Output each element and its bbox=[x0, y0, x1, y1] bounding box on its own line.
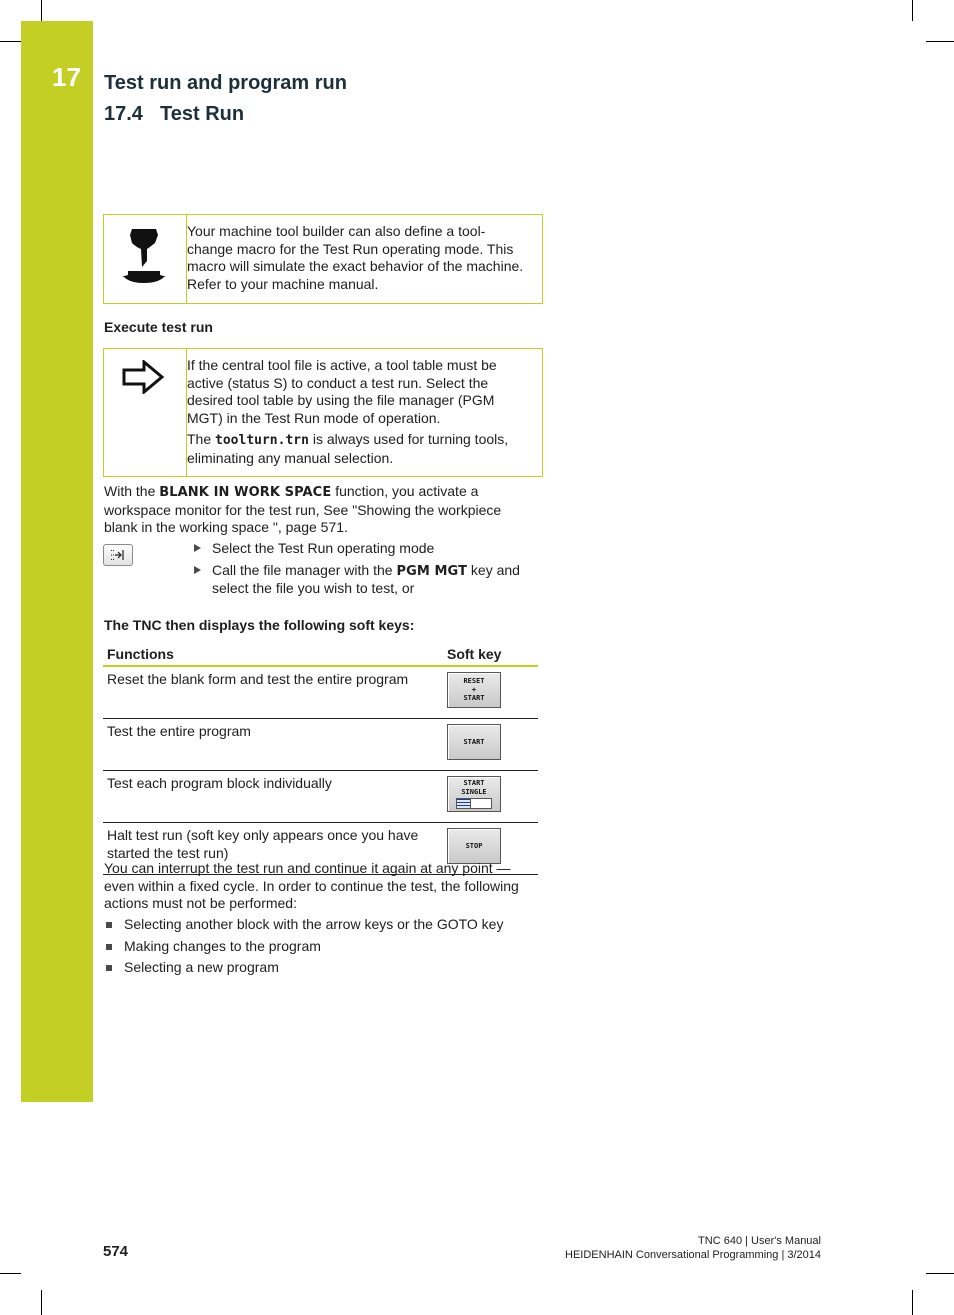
test-run-mode-key-icon bbox=[103, 544, 133, 566]
table-row bbox=[103, 666, 538, 719]
step-item bbox=[190, 540, 535, 558]
crop-mark bbox=[0, 1273, 21, 1274]
crop-mark bbox=[41, 1290, 42, 1315]
note-icon-column bbox=[104, 215, 187, 303]
start-softkey[interactable] bbox=[447, 724, 501, 760]
reset-start-softkey[interactable] bbox=[447, 672, 501, 708]
softkey-label: START bbox=[463, 779, 485, 787]
execute-test-run-heading: Execute test run bbox=[104, 319, 213, 335]
triangle-bullet-icon bbox=[194, 544, 201, 552]
list-item-text: Selecting a new program bbox=[124, 959, 279, 976]
softkey-cell bbox=[443, 666, 538, 719]
chapter-title: Test run and program run bbox=[104, 72, 347, 94]
softkey-table bbox=[103, 640, 538, 875]
stop-softkey[interactable] bbox=[447, 828, 501, 864]
section-number: 17.4 bbox=[104, 103, 143, 125]
machine-note-text: Your machine tool builder can also define a tool-change macro for the Test Run operating mode. This macro will simulate the exact behavior of the machine. Refer to your machine manual. bbox=[187, 223, 524, 292]
function-cell: Test each program block individually bbox=[103, 771, 443, 823]
list-item-text: Selecting another block with the arrow keys or the GOTO key bbox=[124, 916, 504, 932]
softkey-label: + bbox=[471, 686, 477, 694]
softkey-label: START bbox=[463, 737, 485, 746]
steps-list bbox=[190, 540, 535, 602]
section-title bbox=[104, 103, 244, 126]
arrow-right-icon bbox=[122, 360, 164, 394]
crop-mark bbox=[912, 0, 913, 21]
tool-note-para1: If the central tool file is active, a tool table must be active (status S) to conduct a test run. Select the desired tool table by using the file manager (PGM MGT) in the Test Run mode of operation. bbox=[187, 357, 497, 426]
step-text: Call the file manager with the bbox=[212, 561, 397, 578]
tool-table-note-box bbox=[103, 348, 543, 477]
single-block-icon bbox=[456, 798, 492, 809]
chapter-number: 17 bbox=[52, 62, 81, 92]
prohibited-actions-list bbox=[104, 916, 536, 981]
crop-mark bbox=[926, 41, 954, 42]
list-item bbox=[104, 959, 536, 977]
tool-note-para2 bbox=[187, 431, 530, 467]
step-item bbox=[190, 562, 535, 598]
footer-line-manual: TNC 640 | User's Manual bbox=[698, 1235, 821, 1247]
footer-line-publisher: HEIDENHAIN Conversational Programming | 3/2014 bbox=[565, 1249, 821, 1261]
list-item bbox=[104, 916, 536, 934]
square-bullet-icon bbox=[106, 944, 112, 950]
function-cell: Test the entire program bbox=[103, 719, 443, 771]
chapter-tab-bar bbox=[21, 21, 93, 1102]
column-header-softkey: Soft key bbox=[443, 640, 538, 666]
square-bullet-icon bbox=[106, 965, 112, 971]
step-text: key and select the file you wish to test, or bbox=[212, 561, 520, 597]
function-cell: Halt test run (soft key only appears once you have started the test run) bbox=[103, 823, 443, 875]
start-single-softkey[interactable] bbox=[447, 776, 501, 812]
text-fragment: is always used for turning tools, eliminating any manual selection. bbox=[187, 431, 509, 466]
softkey-label: RESET bbox=[463, 677, 485, 685]
machine-tool-icon bbox=[122, 227, 166, 289]
crop-mark bbox=[0, 41, 21, 42]
section-name: Test Run bbox=[160, 103, 245, 125]
softkey-label: START bbox=[463, 694, 485, 702]
softkeys-heading: The TNC then displays the following soft keys: bbox=[104, 617, 415, 633]
square-bullet-icon bbox=[106, 922, 112, 928]
text-fragment: The bbox=[187, 431, 216, 448]
table-row bbox=[103, 771, 538, 823]
text-fragment: function, you activate a workspace monitor for the test run, See "Showing the workpiece blank in the working space ", page 571. bbox=[104, 483, 502, 536]
machine-note-box bbox=[103, 214, 543, 304]
interrupt-paragraph: You can interrupt the test run and continue it again at any point —even within a fixed cycle. In order to continue the test, the following actions must not be performed: bbox=[104, 860, 519, 912]
text-fragment: With the bbox=[104, 483, 160, 499]
page-footer bbox=[565, 1234, 821, 1262]
softkey-label: SINGLE bbox=[461, 788, 487, 796]
crop-mark bbox=[912, 1290, 913, 1315]
function-cell: Reset the blank form and test the entire program bbox=[103, 666, 443, 719]
page-number: 574 bbox=[103, 1243, 129, 1260]
softkey-cell bbox=[443, 771, 538, 823]
softkey-label: STOP bbox=[465, 841, 483, 850]
crop-mark bbox=[926, 1273, 954, 1274]
table-row bbox=[103, 719, 538, 771]
note-icon-column bbox=[104, 349, 187, 476]
softkey-cell bbox=[443, 719, 538, 771]
crop-mark bbox=[41, 0, 42, 21]
step-text: Select the Test Run operating mode bbox=[212, 540, 435, 556]
list-item-text: Making changes to the program bbox=[124, 937, 321, 954]
file-name: toolturn.trn bbox=[215, 433, 309, 449]
list-item bbox=[104, 938, 536, 956]
function-keyword: BLANK IN WORK SPACE bbox=[159, 485, 332, 500]
column-header-functions: Functions bbox=[103, 640, 443, 666]
triangle-bullet-icon bbox=[194, 566, 201, 574]
key-name: PGM MGT bbox=[396, 563, 468, 579]
blank-workspace-paragraph bbox=[104, 483, 536, 537]
